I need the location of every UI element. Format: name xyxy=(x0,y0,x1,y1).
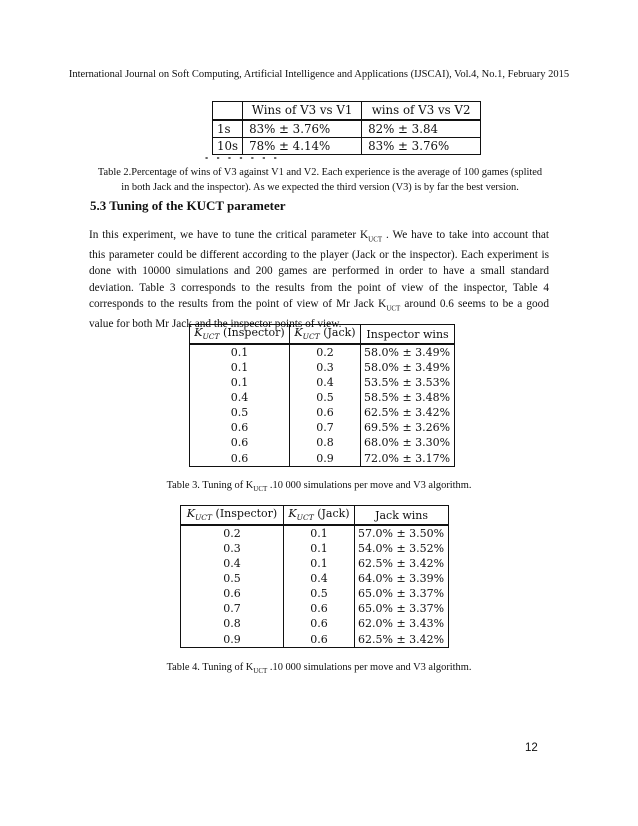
table-cell: 62.5% ± 3.42% xyxy=(355,631,449,648)
table-row xyxy=(181,571,449,586)
table-cell: 65.0% ± 3.37% xyxy=(355,586,449,601)
table-row xyxy=(190,405,455,420)
table-cell: 0.5 xyxy=(190,405,290,420)
body-paragraph xyxy=(89,227,549,332)
table-cell: 0.3 xyxy=(181,541,284,556)
header-label: (Jack) xyxy=(313,507,350,521)
table-cell: 62.5% ± 3.42% xyxy=(361,405,455,420)
table-cell: 0.6 xyxy=(284,616,355,631)
table-header-cell xyxy=(355,506,449,526)
table-row xyxy=(190,375,455,390)
table-cell: 0.4 xyxy=(284,571,355,586)
table-cell: 0.8 xyxy=(290,435,361,450)
table-cell: 0.7 xyxy=(290,420,361,435)
table-header-cell: wins of V3 vs V2 xyxy=(362,102,481,121)
section-heading: 5.3 Tuning of the KUCT parameter xyxy=(90,198,286,213)
table-cell: 0.5 xyxy=(284,586,355,601)
table-cell: 62.0% ± 3.43% xyxy=(355,616,449,631)
cropped-table-remnant: ▪ ▪ ▪ ▪ ▪ ▪ ▪ xyxy=(205,153,280,159)
table-row xyxy=(190,344,455,360)
table-cell: 0.6 xyxy=(181,586,284,601)
subscript: UCT xyxy=(253,485,268,494)
page-number: 12 xyxy=(525,742,538,754)
table-row xyxy=(181,556,449,571)
table-cell: 10s xyxy=(213,138,243,155)
header-label: (Jack) xyxy=(319,326,356,340)
caption-text: .10 000 simulations per move and V3 algorithm. xyxy=(267,480,472,491)
table-row xyxy=(190,360,455,375)
table-cell: 0.7 xyxy=(181,601,284,616)
table-cell: 64.0% ± 3.39% xyxy=(355,571,449,586)
subscript: UCT xyxy=(386,303,401,312)
table-cell: 0.9 xyxy=(181,631,284,648)
table-3 xyxy=(189,324,455,467)
table-row xyxy=(181,541,449,556)
caption-text: Table 4. Tuning of K xyxy=(166,662,254,673)
table-row xyxy=(190,390,455,405)
table-cell: 0.1 xyxy=(284,556,355,571)
table-2-caption: Table 2.Percentage of wins of V3 against V1 and V2. Each experience is the average of 100 games (splited in both Jack and the inspector). As we expected the third version (V3) is by far the best version. xyxy=(97,167,543,193)
table-cell: 1s xyxy=(213,120,243,138)
table-cell: 0.6 xyxy=(190,420,290,435)
subscript: UCT xyxy=(296,513,314,523)
table-cell: 0.5 xyxy=(181,571,284,586)
table-cell: 53.5% ± 3.53% xyxy=(361,375,455,390)
table-cell: 0.8 xyxy=(181,616,284,631)
table-cell: 68.0% ± 3.30% xyxy=(361,435,455,450)
k-symbol: K xyxy=(194,326,203,340)
table-cell: 0.6 xyxy=(284,631,355,648)
k-symbol: K xyxy=(186,507,195,521)
table-cell: 0.4 xyxy=(190,390,290,405)
table-cell: 58.5% ± 3.48% xyxy=(361,390,455,405)
table-cell: 0.2 xyxy=(181,525,284,541)
table-4-caption xyxy=(0,660,638,679)
table-cell: 0.1 xyxy=(190,360,290,375)
subscript: UCT xyxy=(368,235,383,244)
table-cell: 0.3 xyxy=(290,360,361,375)
table-cell: 0.9 xyxy=(290,450,361,467)
table-cell: 83% ± 3.76% xyxy=(362,138,481,155)
header-label: Jack wins xyxy=(375,508,429,522)
table-cell: 82% ± 3.84 xyxy=(362,120,481,138)
header-label: Inspector wins xyxy=(366,327,449,341)
table-row xyxy=(213,120,481,138)
header-label: (Inspector) xyxy=(219,326,285,340)
table-cell: 54.0% ± 3.52% xyxy=(355,541,449,556)
caption-text: .10 000 simulations per move and V3 algorithm. xyxy=(267,662,472,673)
table-row xyxy=(190,435,455,450)
table-cell: 0.1 xyxy=(190,375,290,390)
subscript: UCT xyxy=(202,332,220,342)
table-cell: 0.1 xyxy=(284,541,355,556)
table-row xyxy=(190,420,455,435)
table-header-row xyxy=(190,325,455,345)
paragraph-text: . We have to take into account that this parameter could be different according to the player (Jack or the inspector). Each experiment is done with 10000 simulations and 200 games are performed in order to have a small standard deviation. Table 3 corresponds to the results from the point of view of the inspector, Table 4 corresponds to the results from the point of view of Mr Jack K xyxy=(89,229,549,310)
table-header-cell xyxy=(181,506,284,526)
subscript: UCT xyxy=(302,332,320,342)
table-cell: 0.1 xyxy=(284,525,355,541)
journal-header: International Journal on Soft Computing, Artificial Intelligence and Applications (IJSCAI), Vol.4, No.1, February 2015 xyxy=(68,69,570,80)
table-row xyxy=(190,450,455,467)
table-row xyxy=(181,631,449,648)
table-cell: 72.0% ± 3.17% xyxy=(361,450,455,467)
table-cell: 0.4 xyxy=(181,556,284,571)
k-symbol: K xyxy=(294,326,303,340)
table-header-cell xyxy=(190,325,290,345)
table-cell: 58.0% ± 3.49% xyxy=(361,344,455,360)
caption-text: Table 3. Tuning of K xyxy=(166,480,254,491)
table-cell: 58.0% ± 3.49% xyxy=(361,360,455,375)
header-label: (Inspector) xyxy=(212,507,278,521)
table-cell: 0.6 xyxy=(284,601,355,616)
table-cell: 0.4 xyxy=(290,375,361,390)
table-2 xyxy=(212,101,481,155)
table-row xyxy=(181,586,449,601)
subscript: UCT xyxy=(194,513,213,523)
table-header-cell: Wins of V3 vs V1 xyxy=(243,102,362,121)
table-row xyxy=(181,601,449,616)
table-cell: 69.5% ± 3.26% xyxy=(361,420,455,435)
table-header-cell xyxy=(361,325,455,345)
paragraph-text: around 0.6 seems to be a good value for both Mr Jack and the inspector points of view. xyxy=(89,297,549,330)
subscript: UCT xyxy=(253,667,268,676)
table-row xyxy=(181,525,449,541)
table-cell: 0.6 xyxy=(290,405,361,420)
table-cell: 62.5% ± 3.42% xyxy=(355,556,449,571)
table-cell: 0.6 xyxy=(190,450,290,467)
table-header-cell xyxy=(290,325,361,345)
table-row xyxy=(181,616,449,631)
table-cell: 0.2 xyxy=(290,344,361,360)
table-header-row xyxy=(181,506,449,526)
table-4 xyxy=(180,505,449,648)
paragraph-text: In this experiment, we have to tune the critical parameter K xyxy=(89,229,369,241)
table-row xyxy=(213,138,481,155)
table-header-cell xyxy=(213,102,243,121)
table-cell: 78% ± 4.14% xyxy=(243,138,362,155)
table-header-cell xyxy=(284,506,355,526)
table-cell: 57.0% ± 3.50% xyxy=(355,525,449,541)
table-cell: 65.0% ± 3.37% xyxy=(355,601,449,616)
table-cell: 0.1 xyxy=(190,344,290,360)
k-symbol: K xyxy=(288,507,297,521)
table-cell: 0.5 xyxy=(290,390,361,405)
table-cell: 0.6 xyxy=(190,435,290,450)
table-3-caption xyxy=(0,478,638,497)
table-header-row xyxy=(213,102,481,121)
table-cell: 83% ± 3.76% xyxy=(243,120,362,138)
